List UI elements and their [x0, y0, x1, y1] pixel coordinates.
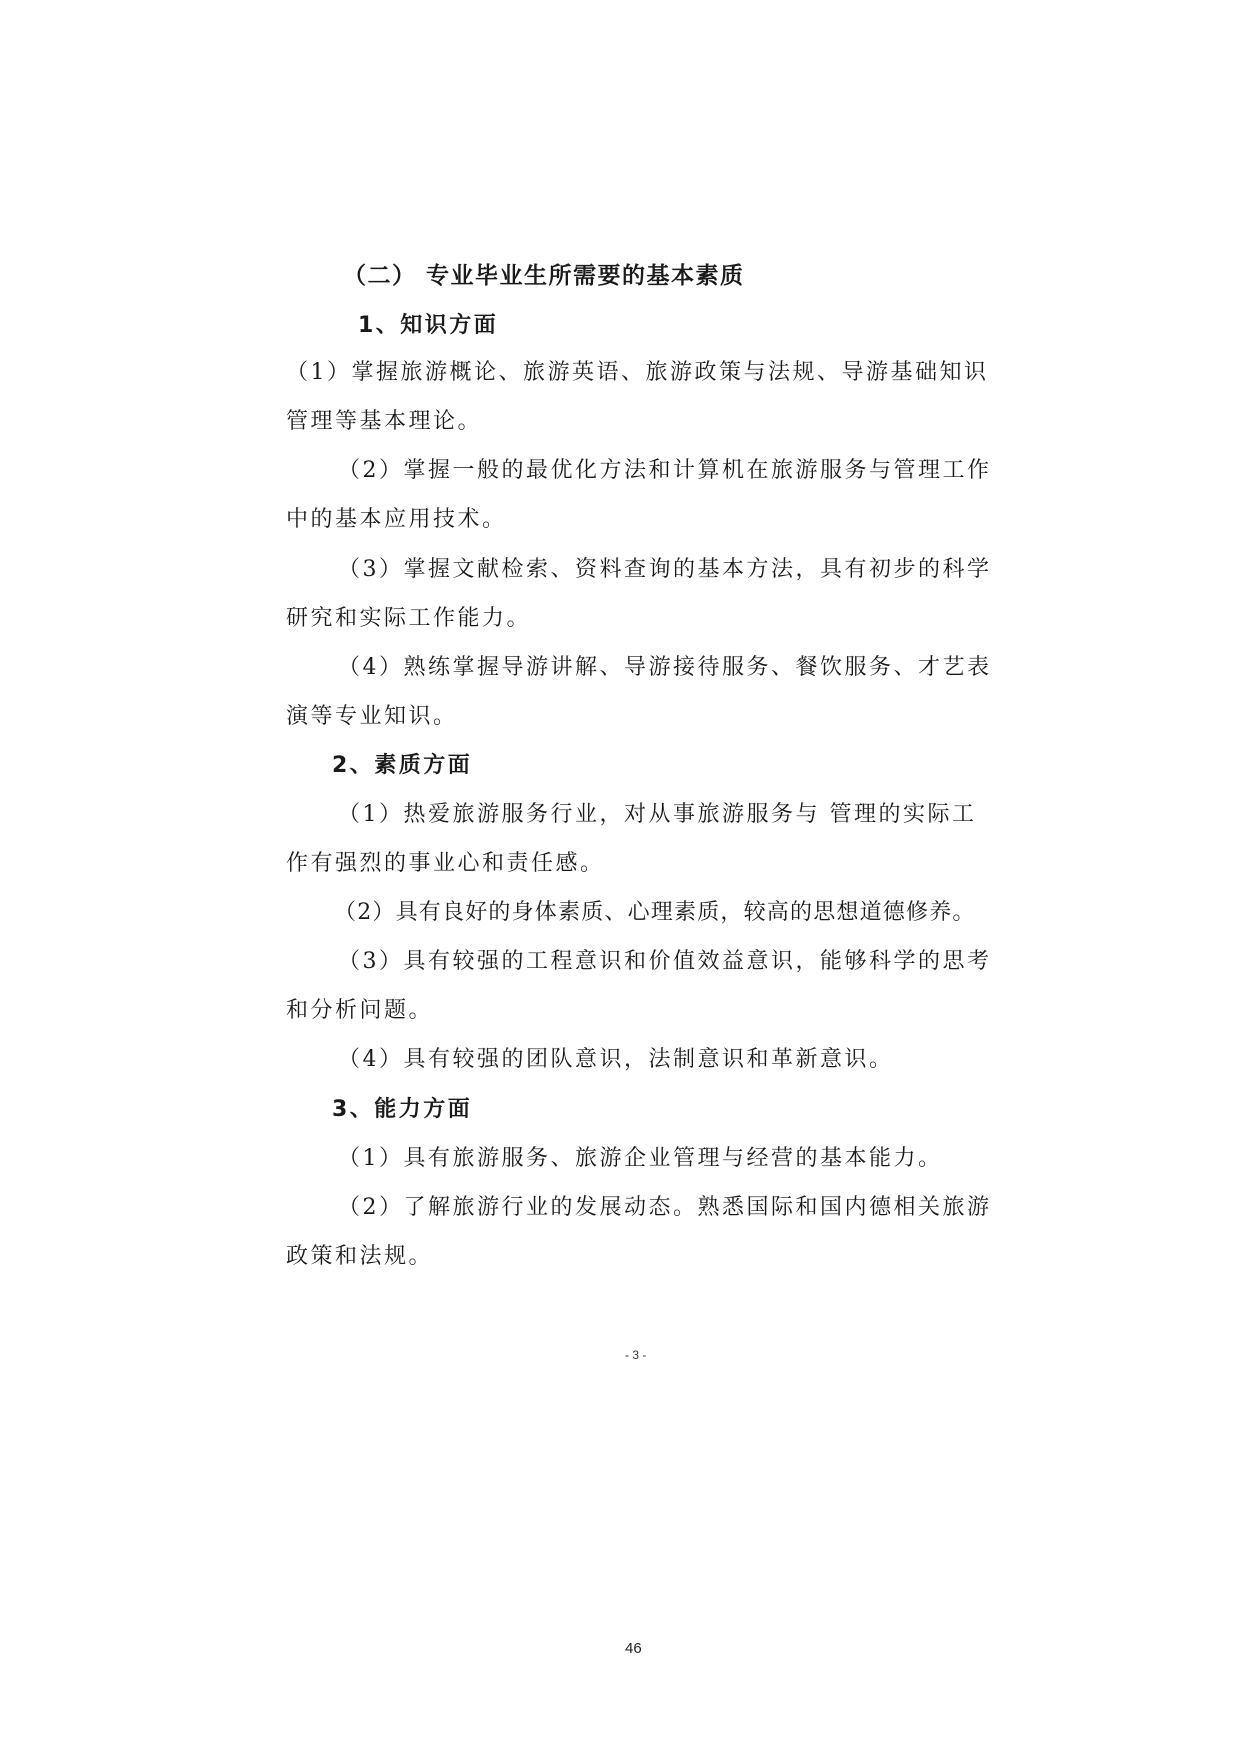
quality-item-3-line-2: 和分析问题。 — [286, 998, 434, 1023]
quality-item-1-line-2: 作有强烈的事业心和责任感。 — [286, 851, 605, 876]
quality-item-3-line-1: （3）具有较强的工程意识和价值效益意识，能够科学的思考 — [338, 949, 992, 974]
ability-item-1-line-1: （1）具有旅游服务、旅游企业管理与经营的基本能力。 — [338, 1146, 943, 1171]
quality-item-2-line-1: （2）具有良好的身体素质、心理素质，较高的思想道德修养。 — [334, 900, 976, 925]
page-number: - 3 - — [625, 1348, 647, 1362]
quality-item-1-line-1: （1）热爱旅游服务行业，对从事旅游服务与 管理的实际工 — [338, 802, 977, 827]
footer-page-number: 46 — [625, 1640, 642, 1657]
ability-item-2-line-1: （2）了解旅游行业的发展动态。熟悉国际和国内德相关旅游 — [338, 1195, 992, 1220]
ability-title: 3、能力方面 — [332, 1097, 473, 1122]
knowledge-item-2-line-1: （2）掌握一般的最优化方法和计算机在旅游服务与管理工作 — [338, 458, 992, 483]
knowledge-item-4-line-1: （4）熟练掌握导游讲解、导游接待服务、餐饮服务、才艺表 — [338, 655, 992, 680]
knowledge-item-3-line-1: （3）掌握文献检索、资料查询的基本方法，具有初步的科学 — [338, 557, 992, 582]
knowledge-title: 1、知识方面 — [358, 313, 499, 338]
ability-item-2-line-2: 政策和法规。 — [286, 1244, 434, 1269]
knowledge-item-1-line-2: 管理等基本理论。 — [286, 409, 483, 434]
knowledge-item-3-line-2: 研究和实际工作能力。 — [286, 606, 532, 631]
knowledge-item-4-line-2: 演等专业知识。 — [286, 704, 458, 729]
knowledge-item-1-line-1: （1）掌握旅游概论、旅游英语、旅游政策与法规、导游基础知识 — [286, 360, 989, 385]
quality-title: 2、素质方面 — [332, 753, 473, 778]
quality-item-4-line-1: （4）具有较强的团队意识，法制意识和革新意识。 — [338, 1047, 894, 1072]
knowledge-item-2-line-2: 中的基本应用技术。 — [286, 507, 507, 532]
section-heading: （二） 专业毕业生所需要的基本素质 — [343, 263, 745, 289]
